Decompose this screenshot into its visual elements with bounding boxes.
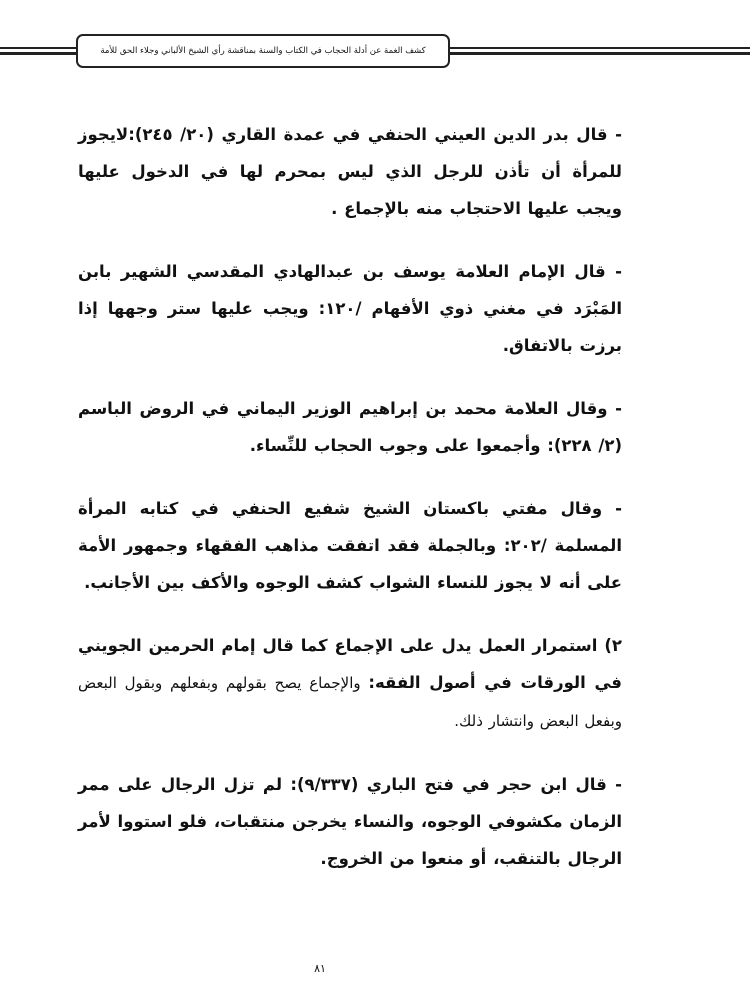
paragraph-text: - قال بدر الدين العيني الحنفي في عمدة القاري (٢٠/ ٢٤٥):لايجوز للمرأة أن تأذن للرجل الذي ليس بمحرم لها في الدخول عليها ويجب عليها الاحتجاب منه بالإجماع . (78, 125, 623, 218)
paragraph-text: - وقال مفتي باكستان الشيخ شفيع الحنفي في كتابه المرأة المسلمة /٢٠٢: وبالجملة فقد اتفقت مذاهب الفقهاء وجمهور الأمة على أنه لا يجوز للنساء الشواب كشف الوجوه والأكف بين الأجانب. (78, 499, 623, 592)
paragraph-mufti-pakistan (78, 490, 622, 601)
paragraph-ibn-almabrad (78, 253, 622, 364)
paragraph-text-continued: والإجماع يصح بقولهم وبفعلهم وبقول البعض وبفعل البعض وانتشار ذلك. (78, 674, 622, 730)
paragraph-ibn-hajar (78, 766, 622, 877)
paragraph-text: - قال الإمام العلامة يوسف بن عبدالهادي المقدسي الشهير بابن المَبْرَد في مغني ذوي الأفهام /١٢٠: ويجب عليها ستر وجهها إذا برزت بالاتفاق. (78, 262, 623, 355)
paragraph-alwazir (78, 390, 622, 464)
paragraph-text: - قال ابن حجر في فتح الباري (٩/٣٣٧): لم تزل الرجال على ممر الزمان مكشوفي الوجوه، والنساء يخرجن منتقبات، فلو استووا لأمر الرجال بالتنقب، أو منعوا من الخروج. (78, 775, 622, 868)
paragraph-juwayni (78, 627, 622, 740)
paragraph-text: - وقال العلامة محمد بن إبراهيم الوزير اليماني في الروض الباسم (٢/ ٢٢٨): وأجمعوا على وجوب الحجاب للنِّساء. (78, 399, 622, 455)
page-number: ٨١ (314, 962, 326, 975)
running-header (76, 34, 450, 68)
page-body (78, 116, 622, 903)
header-title: كشف الغمة عن أدلة الحجاب في الكتاب والسنة بمناقشة رأي الشيخ الألباني وجلاء الحق للأمة (100, 46, 426, 56)
paragraph-text: ٢) استمرار العمل يدل على الإجماع كما قال إمام الحرمين الجويني في الورقات في أصول الفقه: (78, 636, 622, 692)
paragraph-aini (78, 116, 622, 227)
